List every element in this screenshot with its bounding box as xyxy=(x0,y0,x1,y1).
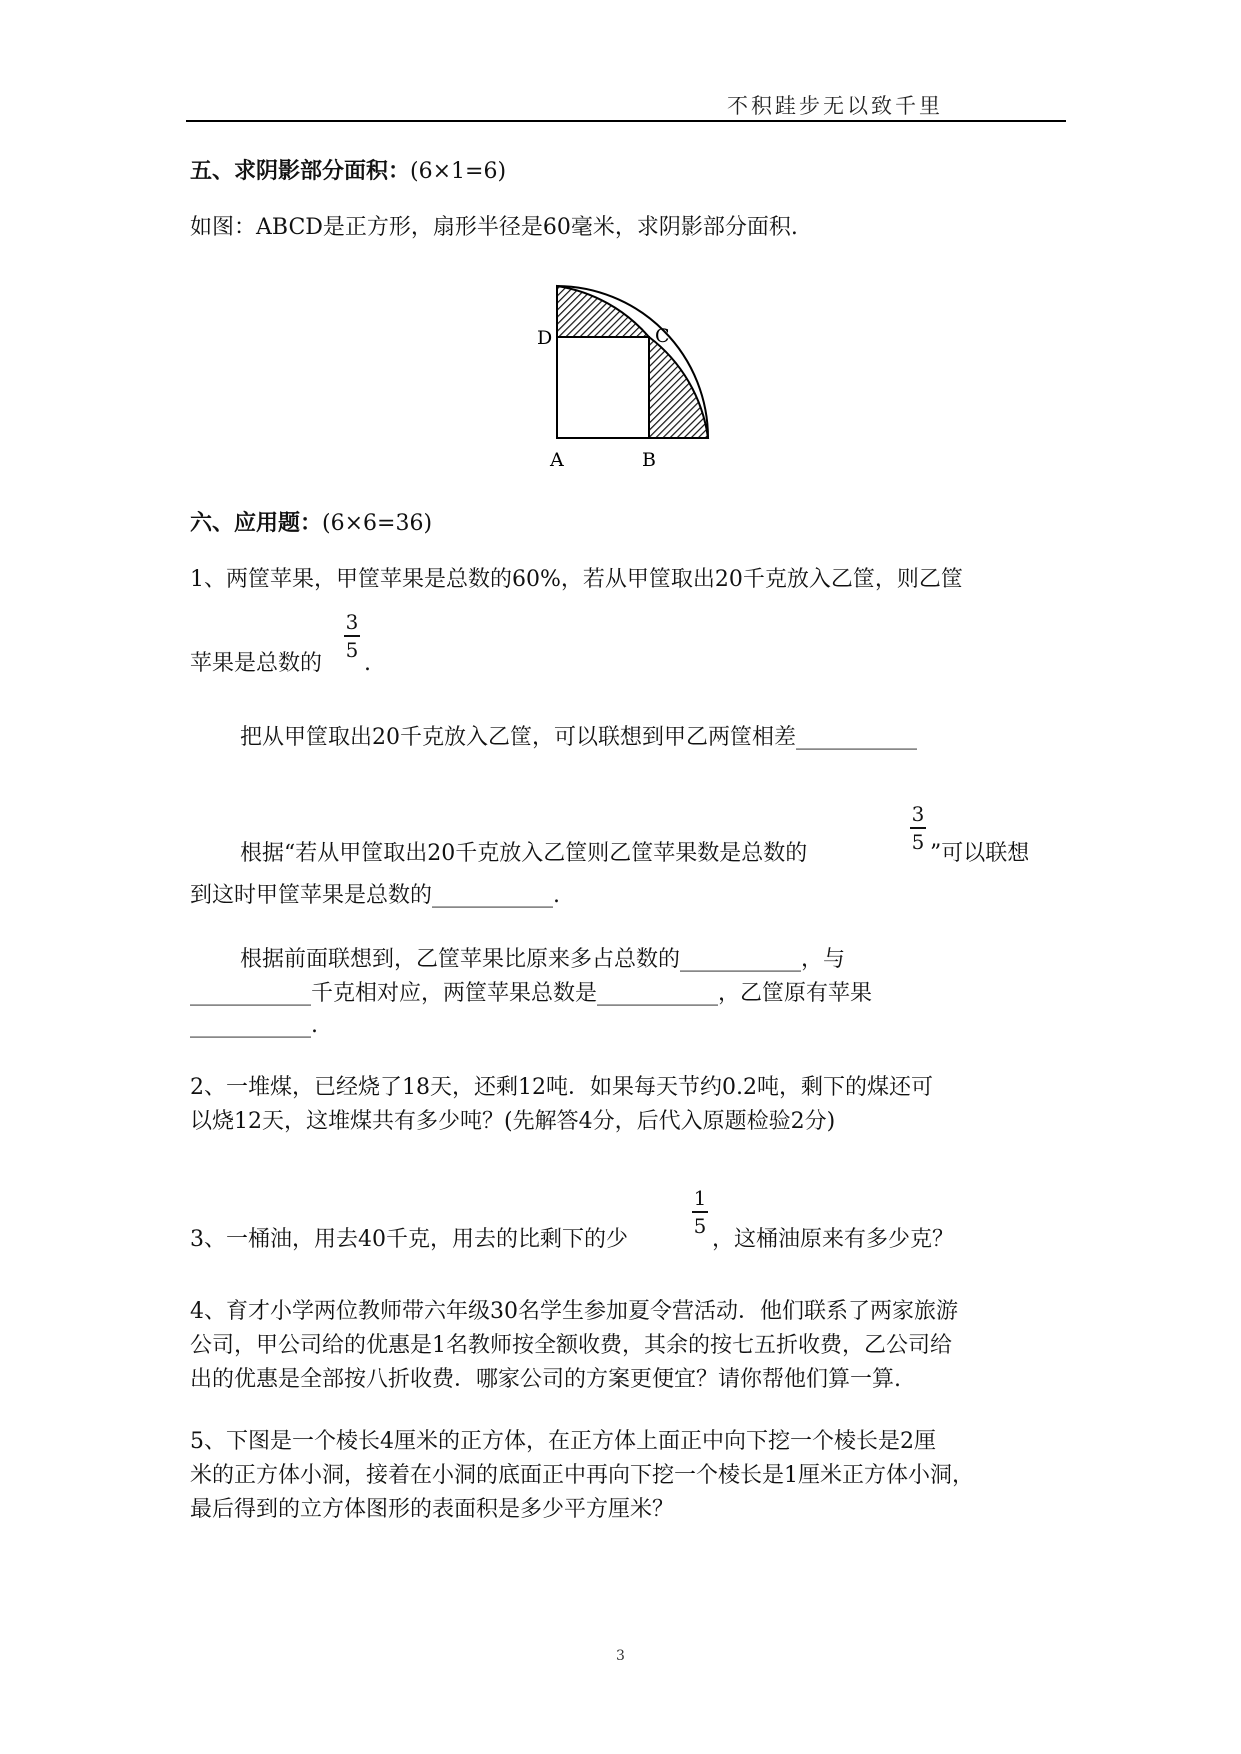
section6-title: 六、应用题： xyxy=(190,510,323,536)
q1-hint3-line3: ___________. xyxy=(190,1013,318,1038)
q5-line3: 最后得到的立方体图形的表面积是多少平方厘米？ xyxy=(190,1497,675,1522)
q3-fraction-den: 5 xyxy=(693,1214,707,1238)
q1-line2-post: . xyxy=(364,651,371,676)
q1-fraction xyxy=(344,612,360,660)
q1-fraction-den: 5 xyxy=(345,638,359,662)
q1-hint2-fraction-den: 5 xyxy=(911,830,925,854)
q4-line2: 公司，甲公司给的优惠是1名教师按全额收费，其余的按七五折收费，乙公司给 xyxy=(190,1333,952,1358)
section6-score: (6×6=36) xyxy=(322,511,433,536)
fraction-bar xyxy=(692,1211,708,1213)
section6-heading xyxy=(190,506,432,537)
label-b: B xyxy=(642,449,656,471)
section5-score: (6×1=6) xyxy=(410,159,507,184)
header-motto: 不积跬步无以致千里 xyxy=(727,94,943,118)
fraction-bar xyxy=(344,635,360,637)
section5-prompt: 如图：ABCD是正方形，扇形半径是60毫米，求阴影部分面积. xyxy=(190,215,798,240)
q1-hint2-line2: 到这时甲筐苹果是总数的___________. xyxy=(190,883,560,908)
q1-hint2-pre: 根据“若从甲筐取出20千克放入乙筐则乙筐苹果数是总数的 xyxy=(240,841,808,866)
q3-post: ，这桶油原来有多少克？ xyxy=(712,1227,955,1252)
q1-hint2-fraction-num: 3 xyxy=(911,802,925,826)
label-c: C xyxy=(655,325,670,347)
label-d: D xyxy=(537,327,553,349)
label-a: A xyxy=(550,449,564,471)
q1-hint2-post: ”可以联想 xyxy=(930,841,1030,866)
q1-hint3-line1: 根据前面联想到，乙筐苹果比原来多占总数的___________，与 xyxy=(240,947,846,972)
header-rule xyxy=(186,120,1066,122)
q5-line2: 米的正方体小洞，接着在小洞的底面正中再向下挖一个棱长是1厘米正方体小洞， xyxy=(190,1463,974,1488)
q4-line3: 出的优惠是全部按八折收费．哪家公司的方案更便宜？请你帮他们算一算. xyxy=(190,1367,901,1392)
shaded-area-figure xyxy=(535,282,725,472)
q2-line2: 以烧12天，这堆煤共有多少吨？(先解答4分，后代入原题检验2分) xyxy=(190,1109,836,1134)
page-number: 3 xyxy=(616,1648,625,1664)
q3-fraction xyxy=(692,1188,708,1236)
q3-pre: 3、一桶油，用去40千克，用去的比剩下的少 xyxy=(190,1227,628,1252)
q3-fraction-num: 1 xyxy=(693,1186,707,1210)
q1-line1: 1、两筐苹果，甲筐苹果是总数的60%，若从甲筐取出20千克放入乙筐，则乙筐 xyxy=(190,567,963,592)
section5-heading xyxy=(190,154,506,185)
q5-line1: 5、下图是一个棱长4厘米的正方体，在正方体上面正中向下挖一个棱长是2厘 xyxy=(190,1429,936,1454)
q2-line1: 2、一堆煤，已经烧了18天，还剩12吨．如果每天节约0.2吨，剩下的煤还可 xyxy=(190,1075,933,1100)
q1-hint2-fraction xyxy=(910,804,926,852)
q1-hint1: 把从甲筐取出20千克放入乙筐，可以联想到甲乙两筐相差___________ xyxy=(240,725,917,750)
fraction-bar xyxy=(910,827,926,829)
q1-line2-pre: 苹果是总数的 xyxy=(190,651,323,676)
q1-hint3-line2: ___________千克相对应，两筐苹果总数是___________，乙筐原有苹果 xyxy=(190,981,873,1006)
q4-line1: 4、育才小学两位教师带六年级30名学生参加夏令营活动．他们联系了两家旅游 xyxy=(190,1299,958,1324)
q1-fraction-num: 3 xyxy=(345,610,359,634)
square-abcd xyxy=(557,337,649,438)
section5-title: 五、求阴影部分面积： xyxy=(190,158,411,184)
